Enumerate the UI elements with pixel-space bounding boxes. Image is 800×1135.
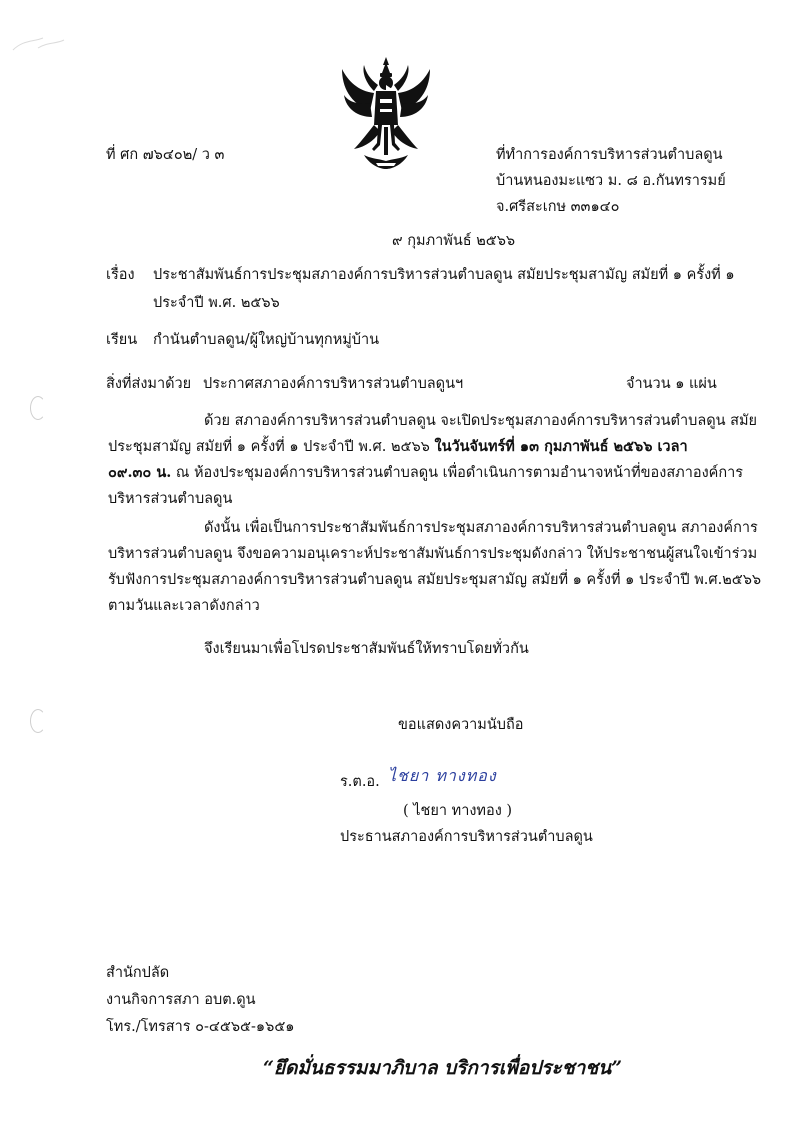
p1-line-2 (108, 434, 720, 460)
subject-line-2: ประจำปี พ.ศ. ๒๕๖๖ (153, 295, 280, 311)
enclosure-label: สิ่งที่ส่งมาด้วย (106, 376, 192, 392)
subject-line-1: ประชาสัมพันธ์การประชุมสภาองค์การบริหารส่วนตำบลดูน สมัยประชุมสามัญ สมัยที่ ๑ ครั้งที่ ๑ (153, 267, 735, 283)
meeting-date: ในวันจันทร์ที่ ๑๓ กุมภาพันธ์ ๒๕๖๖ เวลา (434, 438, 688, 455)
p2-line-3: รับฟังการประชุมสภาองค์การบริหารส่วนตำบลดูน สมัยประชุมสามัญ สมัยที่ ๑ ครั้งที่ ๑ ประจำปี พ.ศ.๒๕๖๖ (108, 572, 762, 588)
footer-slogan: “ยึดมั่นธรรมมาภิบาล บริการเพื่อประชาชน” (263, 1057, 623, 1079)
contact-unit: งานกิจการสภา อบต.ดูน (106, 992, 256, 1008)
to-label: เรียน (106, 332, 138, 348)
scan-mark (8, 30, 68, 60)
p2-line-2: บริหารส่วนตำบลดูน จึงขอความอนุเคราะห์ประชาสัมพันธ์การประชุมดังกล่าว ให้ประชาชนผู้สนใจเข้าร่วม (108, 546, 758, 562)
garuda-emblem (340, 55, 432, 173)
p1-line-1: ด้วย สภาองค์การบริหารส่วนตำบลดูน จะเปิดประชุมสภาองค์การบริหารส่วนตำบลดูน สมัย (204, 413, 758, 429)
to-value: กำนันตำบลดูน/ผู้ใหญ่บ้านทุกหมู่บ้าน (153, 332, 380, 348)
signatory-position: ประธานสภาองค์การบริหารส่วนตำบลดูน (340, 829, 593, 845)
office-address-line-2: บ้านหนองมะแซว ม. ๘ อ.กันทรารมย์ (496, 173, 726, 189)
body-paragraph-3: จึงเรียนมาเพื่อโปรดประชาสัมพันธ์ให้ทราบโดยทั่วกัน (204, 641, 529, 657)
signatory-name: ( ไชยา ทางทอง ) (403, 803, 513, 819)
subject-label: เรื่อง (106, 267, 135, 283)
office-address-line-3: จ.ศรีสะเกษ ๓๓๑๔๐ (496, 199, 620, 215)
closing-salutation: ขอแสดงความนับถือ (398, 717, 524, 733)
letter-date: ๙ กุมภาพันธ์ ๒๕๖๖ (392, 233, 516, 249)
punch-hole-top (30, 396, 46, 420)
handwritten-signature: ไชยา ทางทอง (388, 766, 497, 785)
p1-line-2-text: ประชุมสามัญ สมัยที่ ๑ ครั้งที่ ๑ ประจำปี พ.ศ. ๒๕๖๖ (108, 439, 435, 455)
office-address-line-1: ที่ทำการองค์การบริหารส่วนตำบลดูน (496, 147, 723, 163)
punch-hole-bottom (30, 709, 46, 733)
p2-line-4: ตามวันและเวลาดังกล่าว (108, 598, 260, 614)
body-paragraph-2 (108, 515, 762, 619)
p2-line-1: ดังนั้น เพื่อเป็นการประชาสัมพันธ์การประชุมสภาองค์การบริหารส่วนตำบลดูน สภาองค์การ (204, 520, 758, 536)
p1-line-4: บริหารส่วนตำบลดูน (108, 491, 233, 507)
p1-line-3-text: ณ ห้องประชุมองค์การบริหารส่วนตำบลดูน เพื่อดำเนินการตามอำนาจหน้าที่ของสภาองค์การ (171, 465, 744, 481)
body-paragraph-1 (108, 408, 758, 512)
contact-phone: โทร./โทรสาร ๐-๔๕๖๕-๑๖๕๑ (106, 1019, 295, 1035)
enclosure-count: จำนวน ๑ แผ่น (626, 376, 717, 392)
contact-department: สำนักปลัด (106, 965, 170, 981)
enclosure-value: ประกาศสภาองค์การบริหารส่วนตำบลดูนฯ (203, 376, 464, 392)
signature-prefix: ร.ต.อ. (340, 774, 380, 790)
reference-number: ที่ ศก ๗๖๔๐๒/ ว ๓ (106, 147, 225, 163)
p1-line-3 (108, 460, 744, 486)
meeting-time: ๐๙.๓๐ น. (108, 464, 172, 481)
